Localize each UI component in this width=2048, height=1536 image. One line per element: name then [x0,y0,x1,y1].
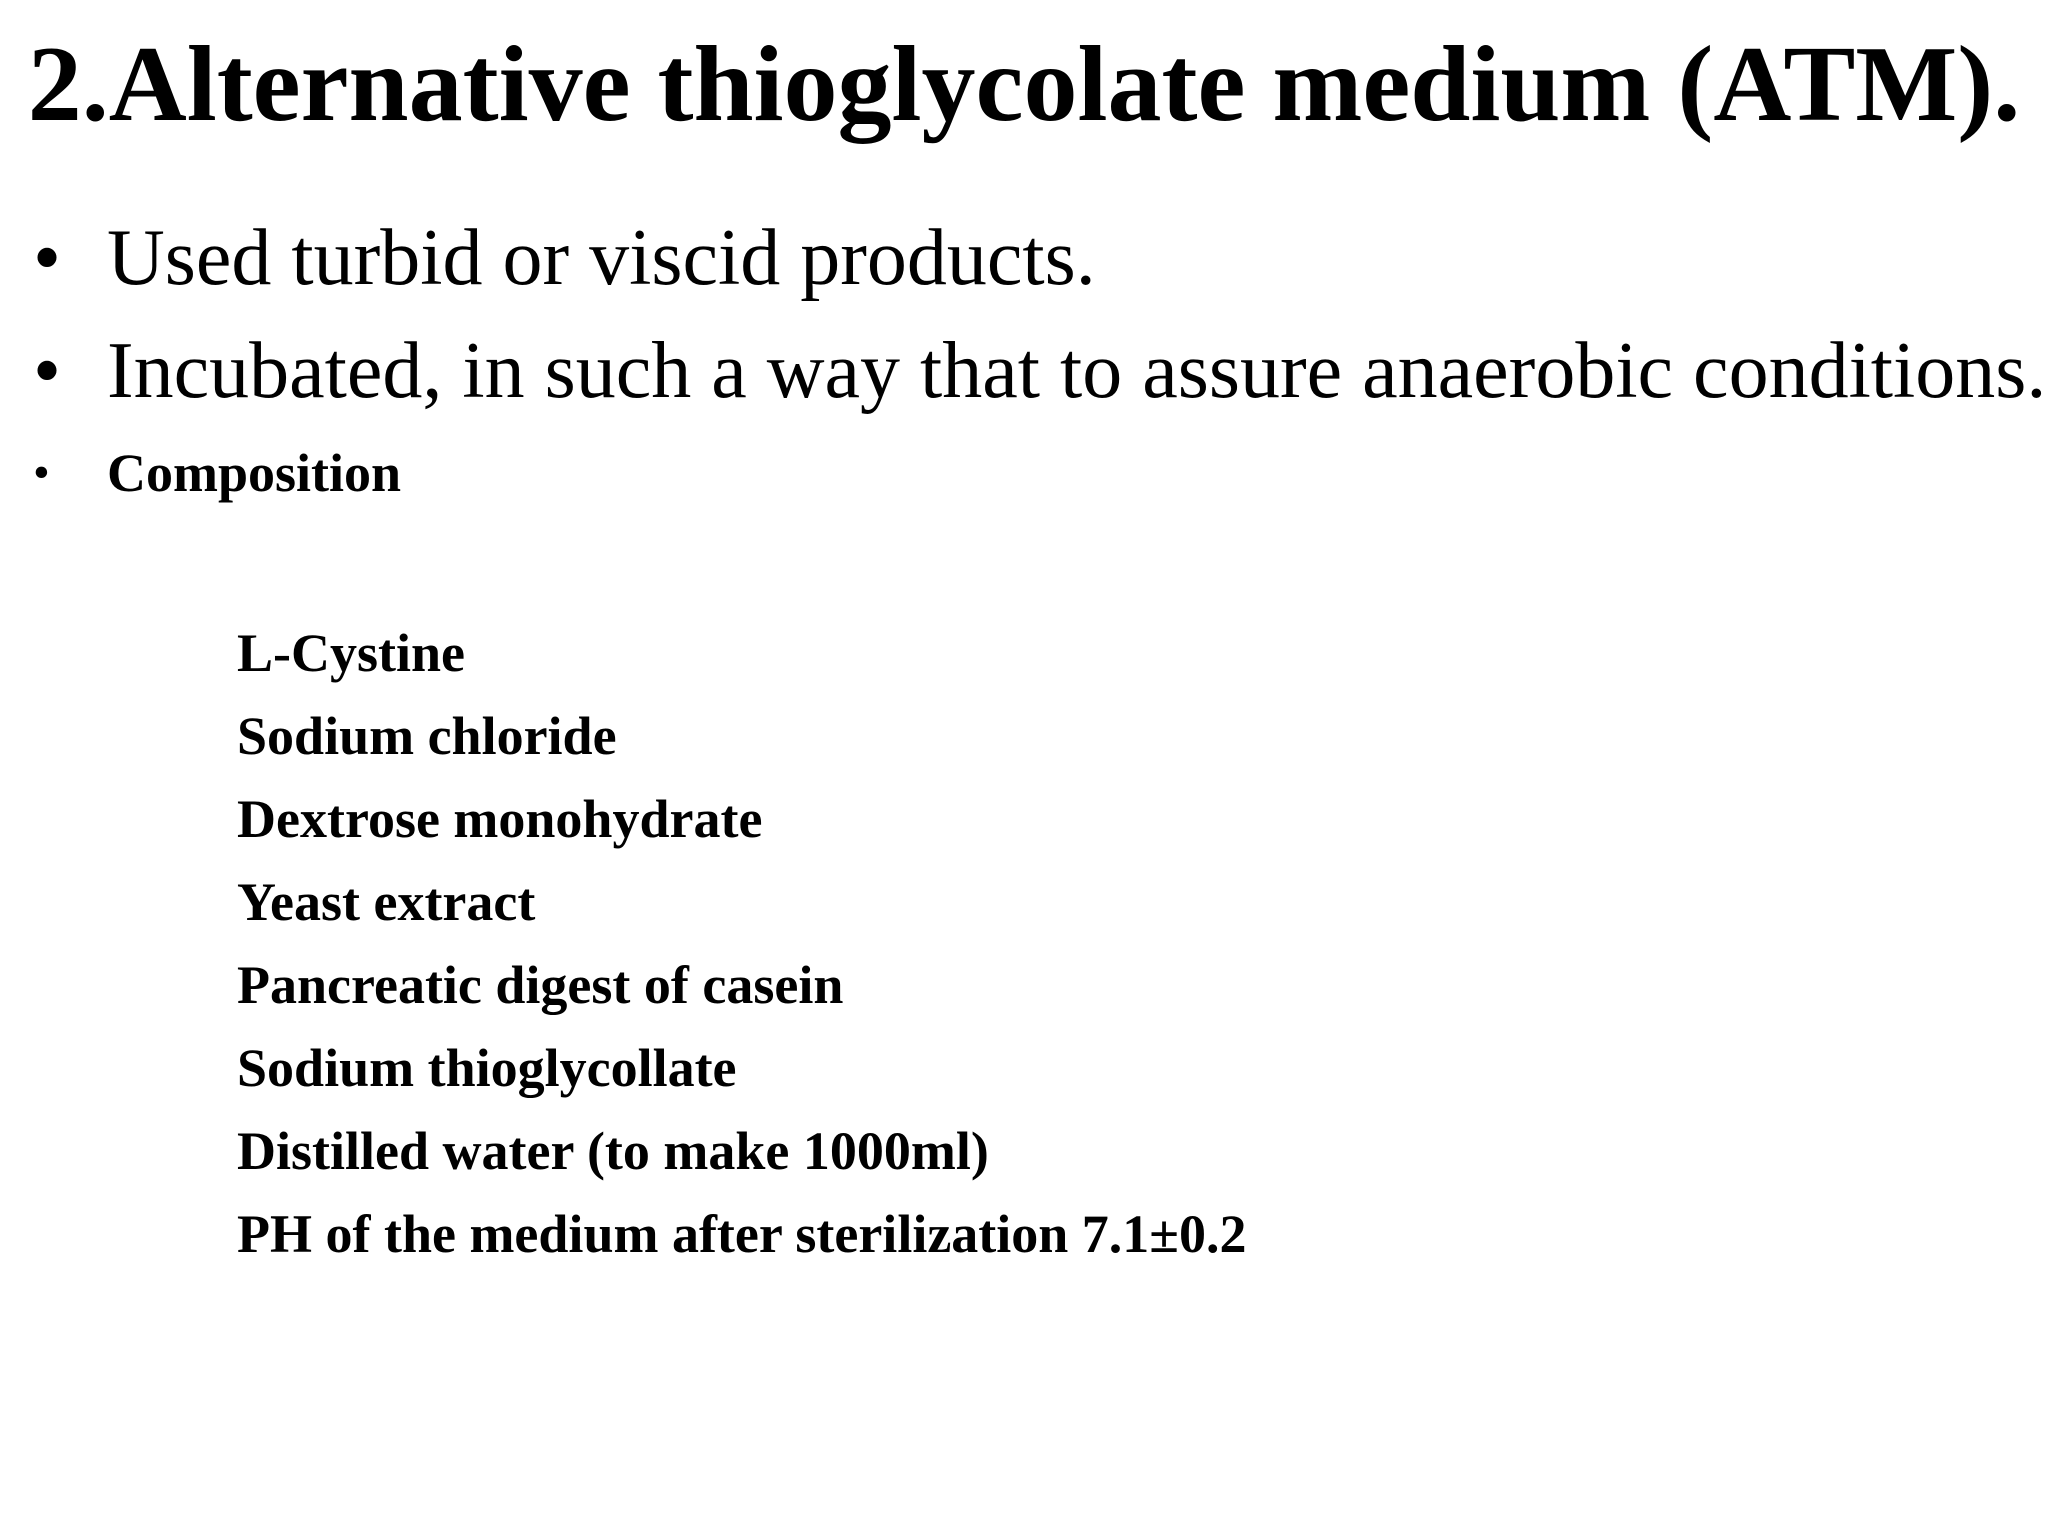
composition-item: Sodium chloride [237,706,617,766]
composition-item: Yeast extract [237,872,536,932]
composition-list [237,612,1246,1276]
bullet-item-composition [0,438,2048,508]
composition-item: Sodium thioglycollate [237,1038,737,1098]
bullet-marker: • [33,446,50,499]
bullet-item [0,323,2048,420]
bullet-list [0,210,2048,508]
bullet-item [0,210,2048,307]
composition-item: Pancreatic digest of casein [237,955,844,1015]
composition-item: Distilled water (to make 1000ml) [237,1121,989,1181]
bullet-text: Used turbid or viscid products. [107,214,1096,302]
bullet-text: Composition [107,443,402,503]
composition-item: Dextrose monohydrate [237,789,763,849]
composition-item: PH of the medium after sterilization 7.1±0.2 [237,1204,1247,1264]
bullet-marker: • [33,327,62,415]
bullet-marker: • [33,214,62,302]
slide-title: 2.Alternative thioglycolate medium (ATM). [27,25,2021,144]
composition-item: L-Cystine [237,623,465,683]
bullet-text: Incubated, in such a way that to assure anaerobic conditions. [107,327,2047,415]
